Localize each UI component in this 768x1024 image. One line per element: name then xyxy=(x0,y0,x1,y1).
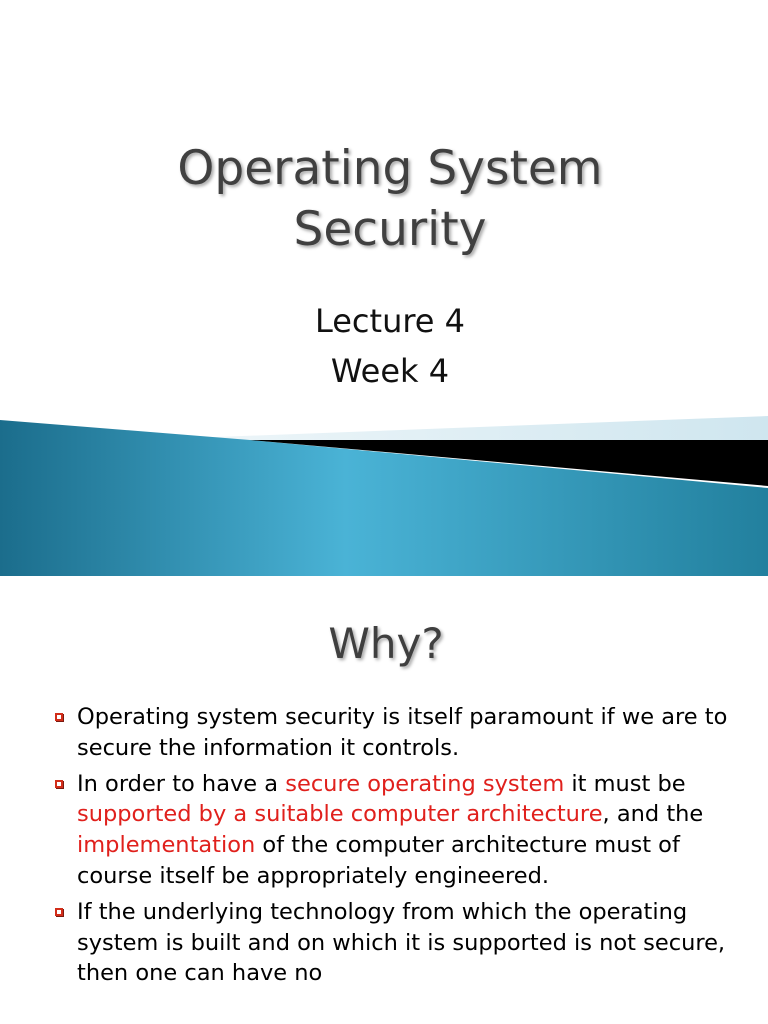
square-bullet-icon xyxy=(55,908,63,916)
bullet-item xyxy=(0,702,768,764)
bullet-item xyxy=(0,769,768,892)
content-slide xyxy=(0,576,768,1024)
decorative-wave-band xyxy=(0,410,768,576)
bullet-text: it must be xyxy=(564,770,686,797)
content-heading: Why? xyxy=(328,619,444,668)
slide-title xyxy=(0,138,768,260)
bullet-text: , and the xyxy=(602,801,704,828)
bullet-item xyxy=(0,897,768,989)
subtitle-lecture: Lecture 4 xyxy=(314,302,466,340)
bullet-list xyxy=(0,702,768,994)
slide-subtitle xyxy=(0,296,768,396)
subtitle-week: Week 4 xyxy=(330,352,450,390)
highlighted-text: supported by a suitable computer architecture xyxy=(77,801,603,828)
wave-light-stripe xyxy=(190,416,768,440)
square-bullet-icon xyxy=(55,713,63,721)
bullet-text: In order to have a xyxy=(77,770,286,797)
square-bullet-icon xyxy=(55,780,63,788)
bullet-text: Operating system security is itself paramount if we are to secure the information it controls. xyxy=(77,704,728,761)
highlighted-text: secure operating system xyxy=(285,770,565,797)
bullet-text: of the computer architecture must of course itself be appropriately engineered. xyxy=(77,832,680,889)
slide-title-line-2: Security xyxy=(293,202,487,257)
slide-title-line-1: Operating System xyxy=(177,141,603,196)
highlighted-text: implementation xyxy=(77,832,256,859)
bullet-text: If the underlying technology from which the operating system is built and on which it is supported is not secure, then one can have no xyxy=(77,898,726,987)
